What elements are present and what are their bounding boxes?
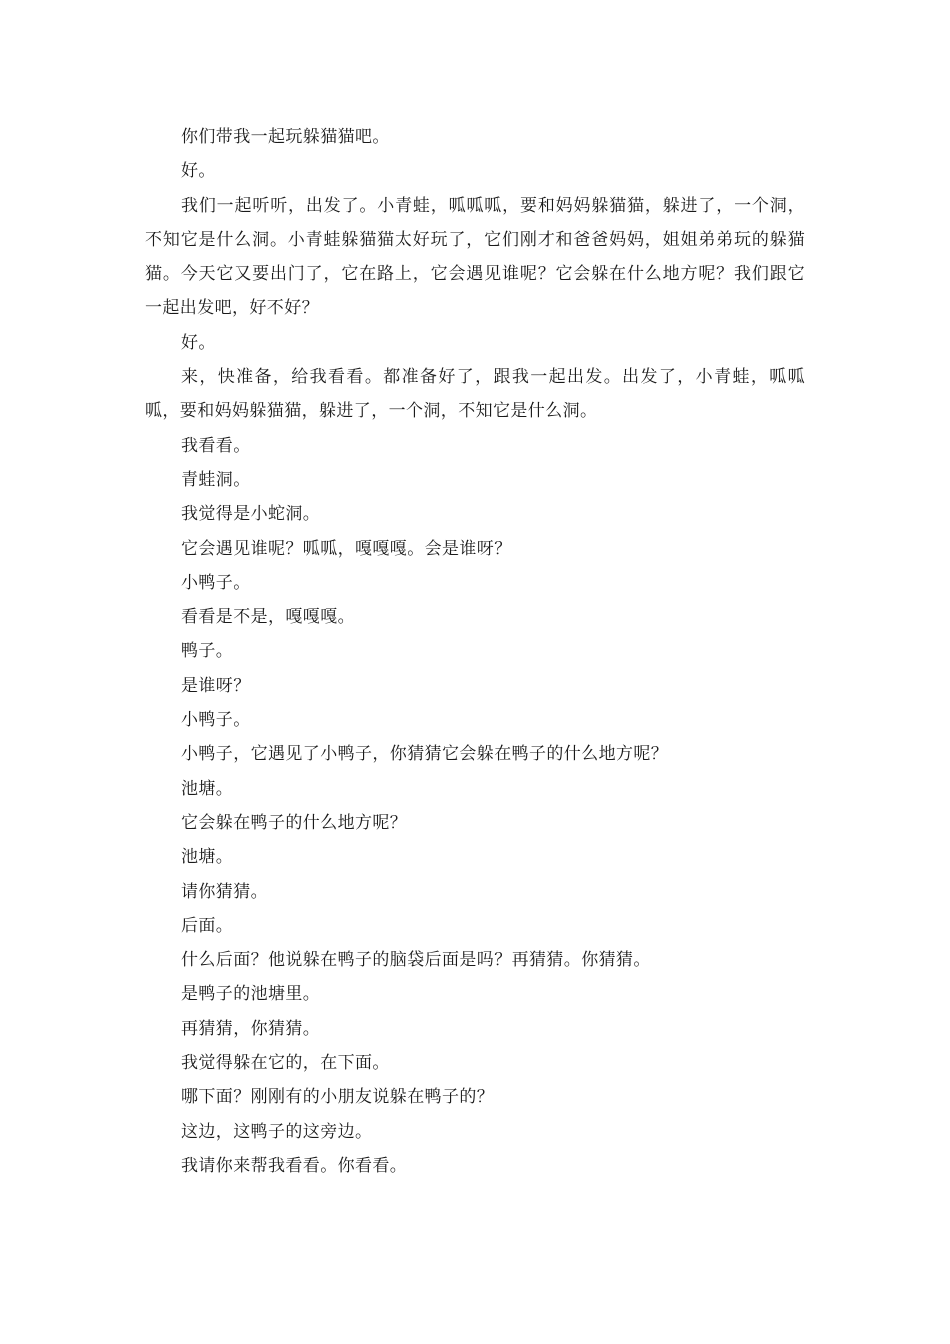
paragraph: 这边，这鸭子的这旁边。 <box>181 1121 373 1142</box>
paragraph: 我觉得躲在它的，在下面。 <box>181 1053 390 1074</box>
paragraph: 小鸭子，它遇见了小鸭子，你猜猜它会躲在鸭子的什么地方呢？ <box>181 744 669 765</box>
paragraph: 好。 <box>181 332 216 353</box>
paragraph: 后面。 <box>181 915 234 936</box>
paragraph: 好。 <box>181 161 216 182</box>
paragraph: 哪下面？刚刚有的小朋友说躲在鸭子的？ <box>181 1087 495 1108</box>
paragraph: 是谁呀？ <box>181 675 251 696</box>
paragraph: 小鸭子。 <box>181 572 251 593</box>
paragraph: 我请你来帮我看看。你看看。 <box>181 1155 408 1176</box>
paragraph: 你们带我一起玩躲猫猫吧。 <box>181 127 390 147</box>
paragraph: 看看是不是，嘎嘎嘎。 <box>181 607 355 628</box>
paragraph: 小鸭子。 <box>181 710 251 731</box>
paragraph: 它会遇见谁呢？呱呱，嘎嘎嘎。会是谁呀？ <box>181 538 512 559</box>
paragraph: 来，快准备，给我看看。都准备好了，跟我一起出发。出发了，小青蛙，呱呱呱，要和妈妈躲猫猫，躲进了，一个洞，不知它是什么洞。 <box>145 367 805 422</box>
paragraph: 是鸭子的池塘里。 <box>181 984 321 1005</box>
paragraph: 它会躲在鸭子的什么地方呢？ <box>181 812 408 833</box>
paragraph: 请你猜猜。 <box>181 881 268 902</box>
paragraph: 青蛙洞。 <box>181 469 251 490</box>
document-body <box>145 120 805 1183</box>
paragraph: 我看看。 <box>181 435 251 456</box>
paragraph: 池塘。 <box>181 778 234 799</box>
paragraph: 我们一起听听，出发了。小青蛙，呱呱呱，要和妈妈躲猫猫，躲进了，一个洞，不知它是什么洞。小青蛙躲猫猫太好玩了，它们刚才和爸爸妈妈，姐姐弟弟玩的躲猫猫。今天它又要出门了，它在路上，它会遇见谁呢？它会躲在什么地方呢？我们跟它一起出发吧，好不好？ <box>145 195 805 319</box>
paragraph: 我觉得是小蛇洞。 <box>181 504 321 525</box>
paragraph: 再猜猜，你猜猜。 <box>181 1018 321 1039</box>
paragraph: 什么后面？他说躲在鸭子的脑袋后面是吗？再猜猜。你猜猜。 <box>181 950 651 971</box>
paragraph: 池塘。 <box>181 847 234 868</box>
paragraph: 鸭子。 <box>181 641 234 662</box>
